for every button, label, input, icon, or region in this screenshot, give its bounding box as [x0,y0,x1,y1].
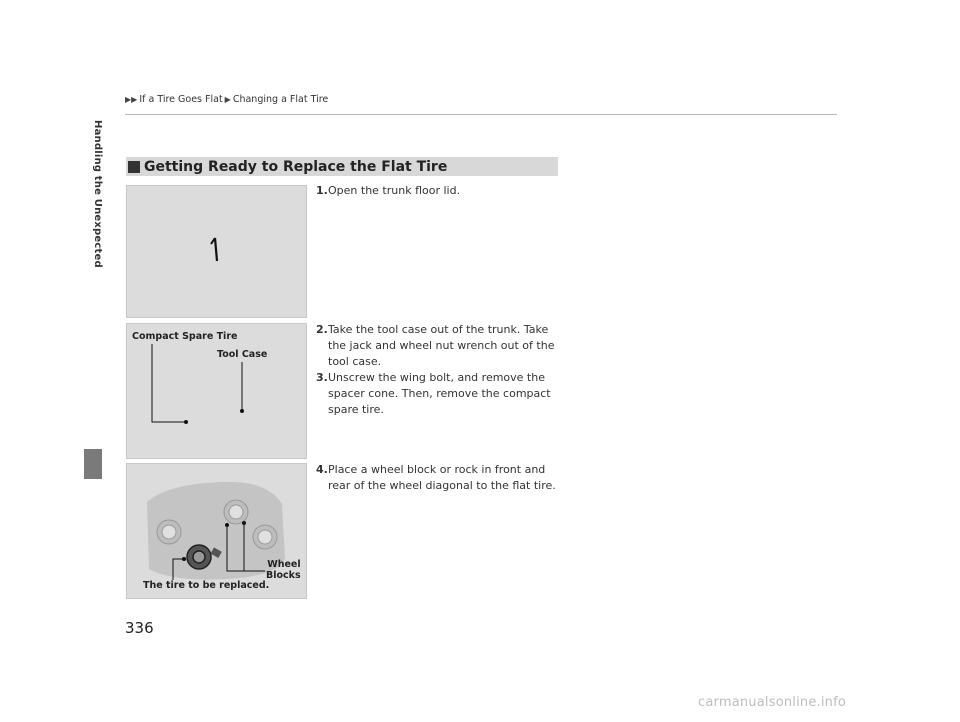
page-number: 336 [125,619,154,637]
section-heading [126,157,558,176]
header-divider [125,114,837,115]
label-wheel-blocks-line2: Blocks [266,570,301,581]
step-number: 2. [316,323,328,336]
step-number: 1. [316,184,328,197]
step-number: 3. [316,371,328,384]
callout-line-spare-tire [152,344,186,422]
wheel-front-right [224,500,248,524]
lift-arrow-icon [215,238,217,261]
step-text: Take the tool case out of the trunk. Take the jack and wheel nut wrench out of the tool case. [328,323,555,368]
step-item [316,322,556,370]
label-compact-spare-tire: Compact Spare Tire [132,331,238,342]
step-item [316,370,556,418]
breadcrumb [125,94,328,105]
callout-dot-tool-case [240,409,244,413]
step-list-2 [316,322,556,418]
trunk-lid-illustration [127,186,307,318]
step-item [316,462,566,494]
label-tire-to-replace: The tire to be replaced. [143,580,270,591]
breadcrumb-arrow-icon: ▶▶ [125,95,138,104]
figure-trunk-floor-lid [126,185,307,318]
heading-square-icon [128,161,140,173]
flat-tire [187,545,211,569]
step-list-3 [316,462,566,494]
callout-dot-spare-tire [184,420,188,424]
wheel-front-left [157,520,181,544]
step-text: Open the trunk floor lid. [328,184,461,197]
step-number: 4. [316,463,328,476]
breadcrumb-item-changing-tire[interactable]: Changing a Flat Tire [232,94,329,105]
label-wheel-blocks-line1: Wheel [267,559,301,570]
breadcrumb-item-flat-tire[interactable]: If a Tire Goes Flat [139,94,223,105]
side-tab-marker [84,449,102,479]
side-tab-label: Handling the Unexpected [92,120,103,268]
spare-tire-callouts [127,324,307,459]
figure-wheel-blocks [126,463,307,599]
step-text: Place a wheel block or rock in front and rear of the wheel diagonal to the flat tire. [328,463,556,492]
label-tool-case: Tool Case [217,349,268,360]
step-list-1 [316,183,564,199]
step-item [316,183,564,199]
step-text: Unscrew the wing bolt, and remove the spacer cone. Then, remove the compact spare tire. [328,371,551,416]
section-heading-text: Getting Ready to Replace the Flat Tire [144,158,448,175]
wheel-rear-right [253,525,277,549]
watermark: carmanualsonline.info [698,695,847,710]
breadcrumb-arrow-icon: ▶ [224,95,231,104]
figure-spare-tire-tool-case [126,323,307,459]
label-wheel-blocks [266,559,301,581]
